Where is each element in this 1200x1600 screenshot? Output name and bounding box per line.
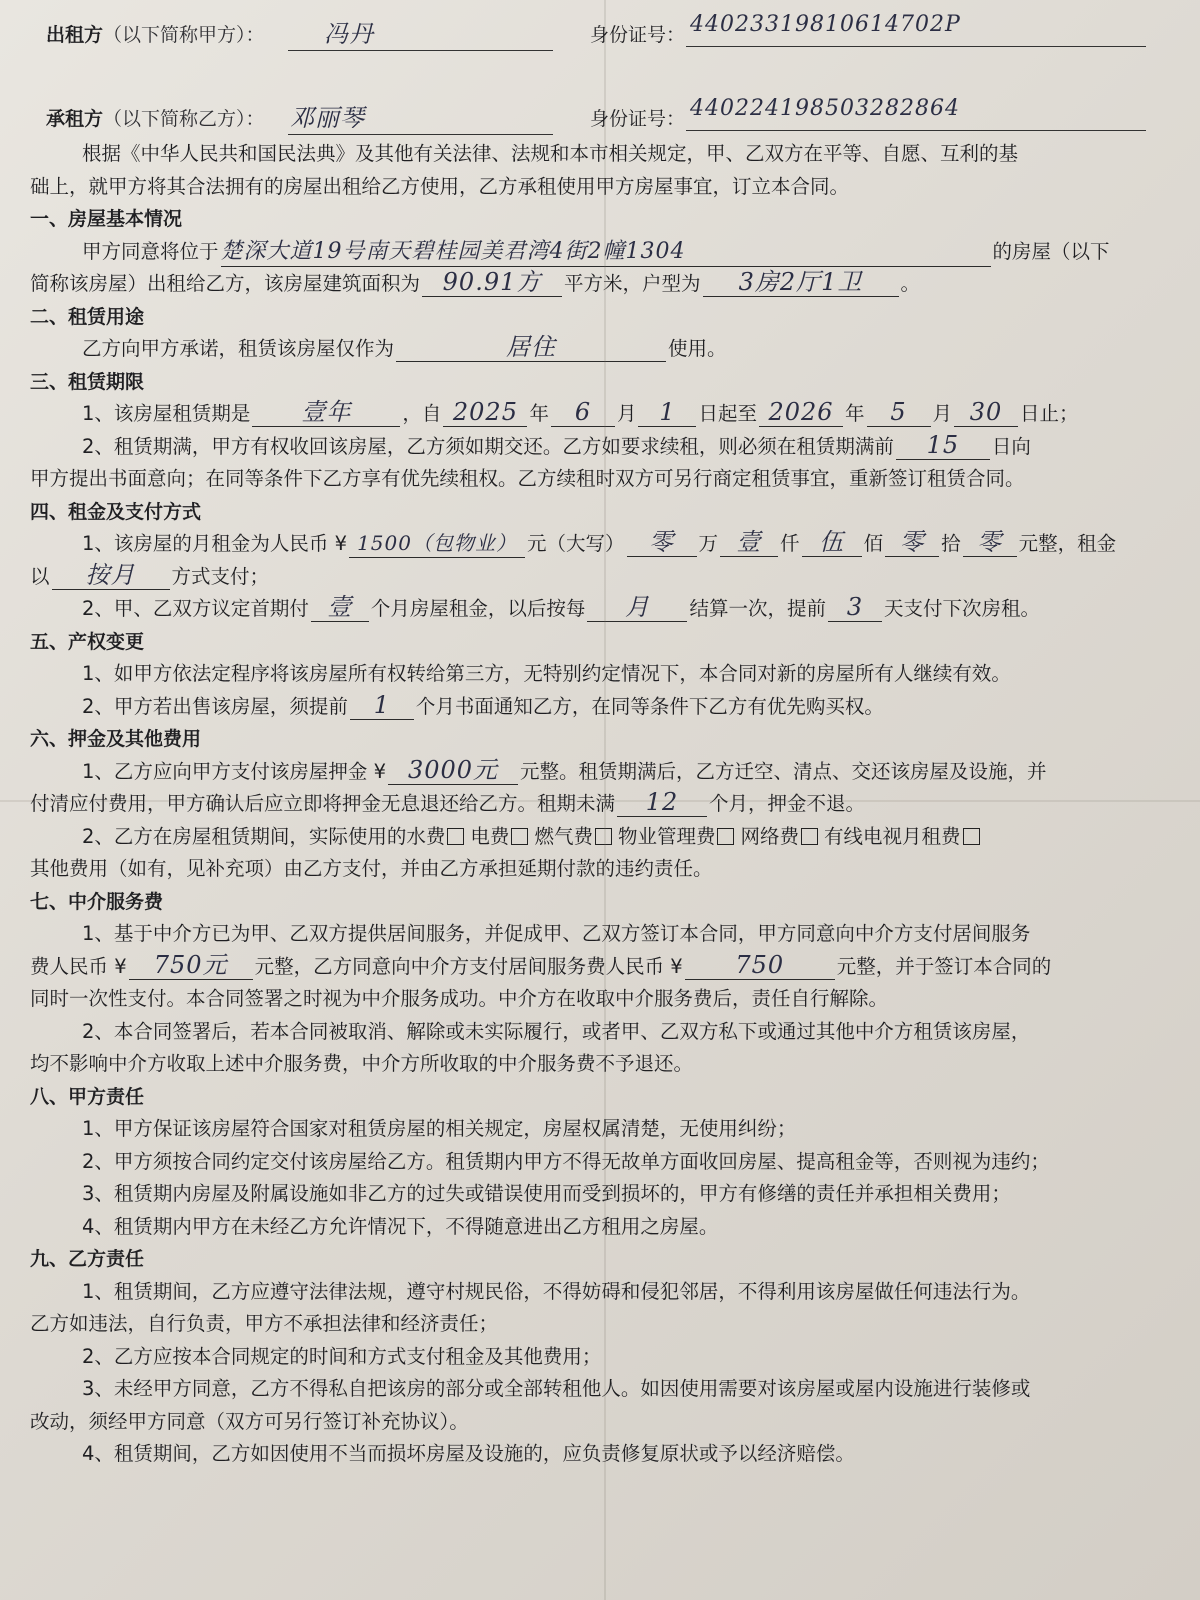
lessor-name: 冯丹	[324, 20, 374, 48]
s8-item-4: 4、租赁期内甲方在未经乙方允许情况下，不得随意进出乙方租用之房屋。	[82, 1214, 719, 1238]
lessee-id-field	[686, 90, 1146, 131]
section-8-title: 八、甲方责任	[30, 1085, 145, 1108]
address-field: 楚深大道19号南天碧桂园美君湾4街2幢1304	[221, 238, 991, 267]
layout-field: 3房2厅1卫	[703, 268, 899, 297]
payment-method-field: 按月	[52, 561, 170, 590]
area-field: 90.91方	[422, 268, 562, 297]
water-fee-checkbox[interactable]	[447, 828, 464, 845]
section-4-title: 四、租金及支付方式	[30, 500, 202, 523]
s4-line-1: 1、该房屋的月租金为人民币 ¥ 1500（包物业） 元（大写） 零 万 壹 仟 伍 佰 零 拾 零 元整，租金	[82, 528, 1117, 556]
s8-item-3: 3、租赁期内房屋及附属设施如非乙方的过失或错误使用而受到损坏的，甲方有修缮的责任并承担相关费用；	[82, 1182, 1011, 1205]
rent-field: 1500（包物业）	[349, 529, 525, 558]
lessor-id: 44023319810614702P	[690, 12, 961, 37]
s3-line-2: 2、租赁期满，甲方有权收回该房屋，乙方须如期交还。乙方如要求续租，则必须在租赁期满前 15 日向	[82, 430, 1031, 459]
renew-days-field: 15	[896, 431, 990, 460]
rent-wan-field: 零	[627, 528, 697, 557]
lessee-name-field	[288, 94, 553, 135]
s8-item-1: 1、甲方保证该房屋符合国家对租赁房屋的相关规定，房屋权属清楚，无使用纠纷；	[82, 1117, 797, 1140]
s9-line-3: 2、乙方应按本合同规定的时间和方式支付租金及其他费用；	[82, 1344, 602, 1368]
agency-fee-b-field: 750	[685, 951, 835, 980]
section-5-title: 五、产权变更	[30, 630, 145, 653]
lessor-sub: （以下简称甲方）：	[103, 24, 265, 46]
lessee-label: 承租方（以下简称乙方）：	[46, 108, 265, 130]
end-month-field: 5	[867, 398, 931, 427]
cable-tv-fee-checkbox[interactable]	[963, 828, 980, 845]
s6-line-4: 其他费用（如有，见补充项）由乙方支付，并由乙方承担延期付款的违约责任。	[30, 857, 713, 880]
start-year-field: 2025	[443, 398, 527, 427]
paper-fold-horizontal	[0, 800, 1200, 802]
s6-line-2: 付清应付费用，甲方确认后应立即将押金无息退还给乙方。租期未满 12 个月，押金不退。	[30, 788, 866, 816]
section-6-title: 六、押金及其他费用	[30, 728, 202, 750]
s8-item-2: 2、甲方须按合同约定交付该房屋给乙方。租赁期内甲方不得无故单方面收回房屋、提高租金等，否则视为违约；	[82, 1149, 1050, 1173]
s3-line-1: 1、该房屋租赁期是 壹年 ，自 2025 年 6 月 1 日起至 2026 年 5 月 30 日止；	[82, 398, 1079, 426]
min-months-field: 12	[617, 788, 707, 817]
advance-days-field: 3	[828, 593, 882, 622]
s7-line-5: 均不影响中介方收取上述中介服务费，中介方所收取的中介服务费不予退还。	[30, 1052, 694, 1075]
section-1-title: 一、房屋基本情况	[30, 208, 183, 230]
s7-line-4: 2、本合同签署后，若本合同被取消、解除或未实际履行，或者甲、乙双方私下或通过其他中介方租赁该房屋，	[82, 1019, 1031, 1043]
lessee-name: 邓丽琴	[290, 104, 365, 132]
start-month-field: 6	[551, 398, 615, 427]
rent-bai-field: 伍	[802, 528, 862, 557]
agency-fee-a-field: 750元	[129, 951, 253, 980]
property-fee-checkbox[interactable]	[717, 828, 734, 845]
s4-line-2: 以 按月 方式支付；	[30, 560, 270, 589]
end-year-field: 2026	[759, 398, 843, 427]
s2-line-1: 乙方向甲方承诺，租赁该房屋仅作为 居住 使用。	[82, 333, 727, 361]
s1-line-2: 简称该房屋）出租给乙方，该房屋建筑面积为 90.91方 平方米，户型为 3房2厅1卫 。	[30, 268, 921, 296]
electricity-fee-checkbox[interactable]	[511, 828, 528, 845]
lessee-row	[30, 90, 1178, 136]
rent-shi-field: 零	[885, 528, 939, 557]
use-field: 居住	[396, 333, 666, 362]
s5-line-1: 1、如甲方依法定程序将该房屋所有权转给第三方，无特别约定情况下，本合同对新的房屋所有人继续有效。	[82, 662, 1011, 685]
s5-line-2: 2、甲方若出售该房屋，须提前 1 个月书面通知乙方，在同等条件下乙方有优先购买权。	[82, 690, 884, 719]
lessor-name-field	[288, 10, 553, 51]
s7-line-2: 费人民币 ¥ 750元 元整，乙方同意向中介方支付居间服务费人民币 ¥ 750 元整，并于签订本合同的	[30, 950, 1052, 979]
section-7-title: 七、中介服务费	[30, 890, 164, 913]
s9-line-6: 4、租赁期间，乙方如因使用不当而损坏房屋及设施的，应负责修复原状或予以经济赔偿。	[82, 1442, 855, 1465]
billing-cycle-field: 月	[587, 593, 687, 622]
s9-line-2: 乙方如违法，自行负责，甲方不承担法律和经济责任；	[30, 1312, 499, 1335]
term-field: 壹年	[252, 398, 400, 427]
deposit-field: 3000元	[388, 756, 518, 785]
lessee-sub: （以下简称乙方）：	[103, 108, 265, 130]
lessee-id-label: 身份证号：	[590, 108, 686, 130]
s7-line-3: 同时一次性支付。本合同签署之时视为中介服务成功。中介方在收取中介服务费后，责任自行解除。	[30, 987, 889, 1010]
lessor-id-field	[686, 6, 1146, 47]
intro-line-1: 根据《中华人民共和国民法典》及其他有关法律、法规和本市相关规定，甲、乙双方在平等、自愿、互利的基	[82, 142, 1019, 165]
intro-line-2: 础上，就甲方将其合法拥有的房屋出租给乙方使用，乙方承租使用甲方房屋事宜，订立本合同。	[30, 174, 850, 198]
section-9-title: 九、乙方责任	[30, 1248, 145, 1270]
first-payment-field: 壹	[311, 593, 369, 622]
rent-yuan-field: 零	[963, 528, 1017, 557]
start-day-field: 1	[638, 398, 696, 427]
lessor-label: 出租方（以下简称甲方）：	[46, 24, 265, 46]
end-day-field: 30	[954, 398, 1018, 427]
s4-line-3: 2、甲、乙双方议定首期付 壹 个月房屋租金，以后按每 月 结算一次，提前 3 天支付下次房租。	[82, 593, 1040, 621]
network-fee-checkbox[interactable]	[801, 828, 818, 845]
lessor-id-label: 身份证号：	[590, 24, 686, 46]
rent-qian-field: 壹	[720, 528, 778, 557]
lessee-id: 440224198503282864	[690, 96, 960, 121]
s7-line-1: 1、基于中介方已为甲、乙双方提供居间服务，并促成甲、乙双方签订本合同，甲方同意向中介方支付居间服务	[82, 922, 1031, 945]
lessor-row	[30, 6, 1178, 52]
s1-line-1: 甲方同意将位于楚深大道19号南天碧桂园美君湾4街2幢1304 的房屋（以下	[30, 236, 1178, 269]
s9-line-5: 改动，须经甲方同意（双方可另行签订补充协议）。	[30, 1409, 469, 1433]
s9-line-1: 1、租赁期间，乙方应遵守法律法规，遵守村规民俗，不得妨碍和侵犯邻居，不得利用该房屋做任何违法行为。	[82, 1279, 1031, 1303]
notice-months-field: 1	[350, 691, 414, 720]
section-2-title: 二、租赁用途	[30, 305, 145, 328]
s6-line-3: 2、乙方在房屋租赁期间，实际使用的水费 电费 燃气费 物业管理费 网络费 有线电视月租费	[30, 821, 1178, 854]
s6-line-1: 1、乙方应向甲方支付该房屋押金 ¥ 3000元 元整。租赁期满后，乙方迁空、清点、交还该房屋及设施，并	[82, 755, 1047, 784]
s9-line-4: 3、未经甲方同意，乙方不得私自把该房的部分或全部转租他人。如因使用需要对该房屋或屋内设施进行装修或	[82, 1377, 1031, 1400]
s3-line-3: 甲方提出书面意向；在同等条件下乙方享有优先续租权。乙方续租时双方可另行商定租赁事宜，重新签订租赁合同。	[30, 467, 1025, 490]
section-3-title: 三、租赁期限	[30, 370, 145, 393]
